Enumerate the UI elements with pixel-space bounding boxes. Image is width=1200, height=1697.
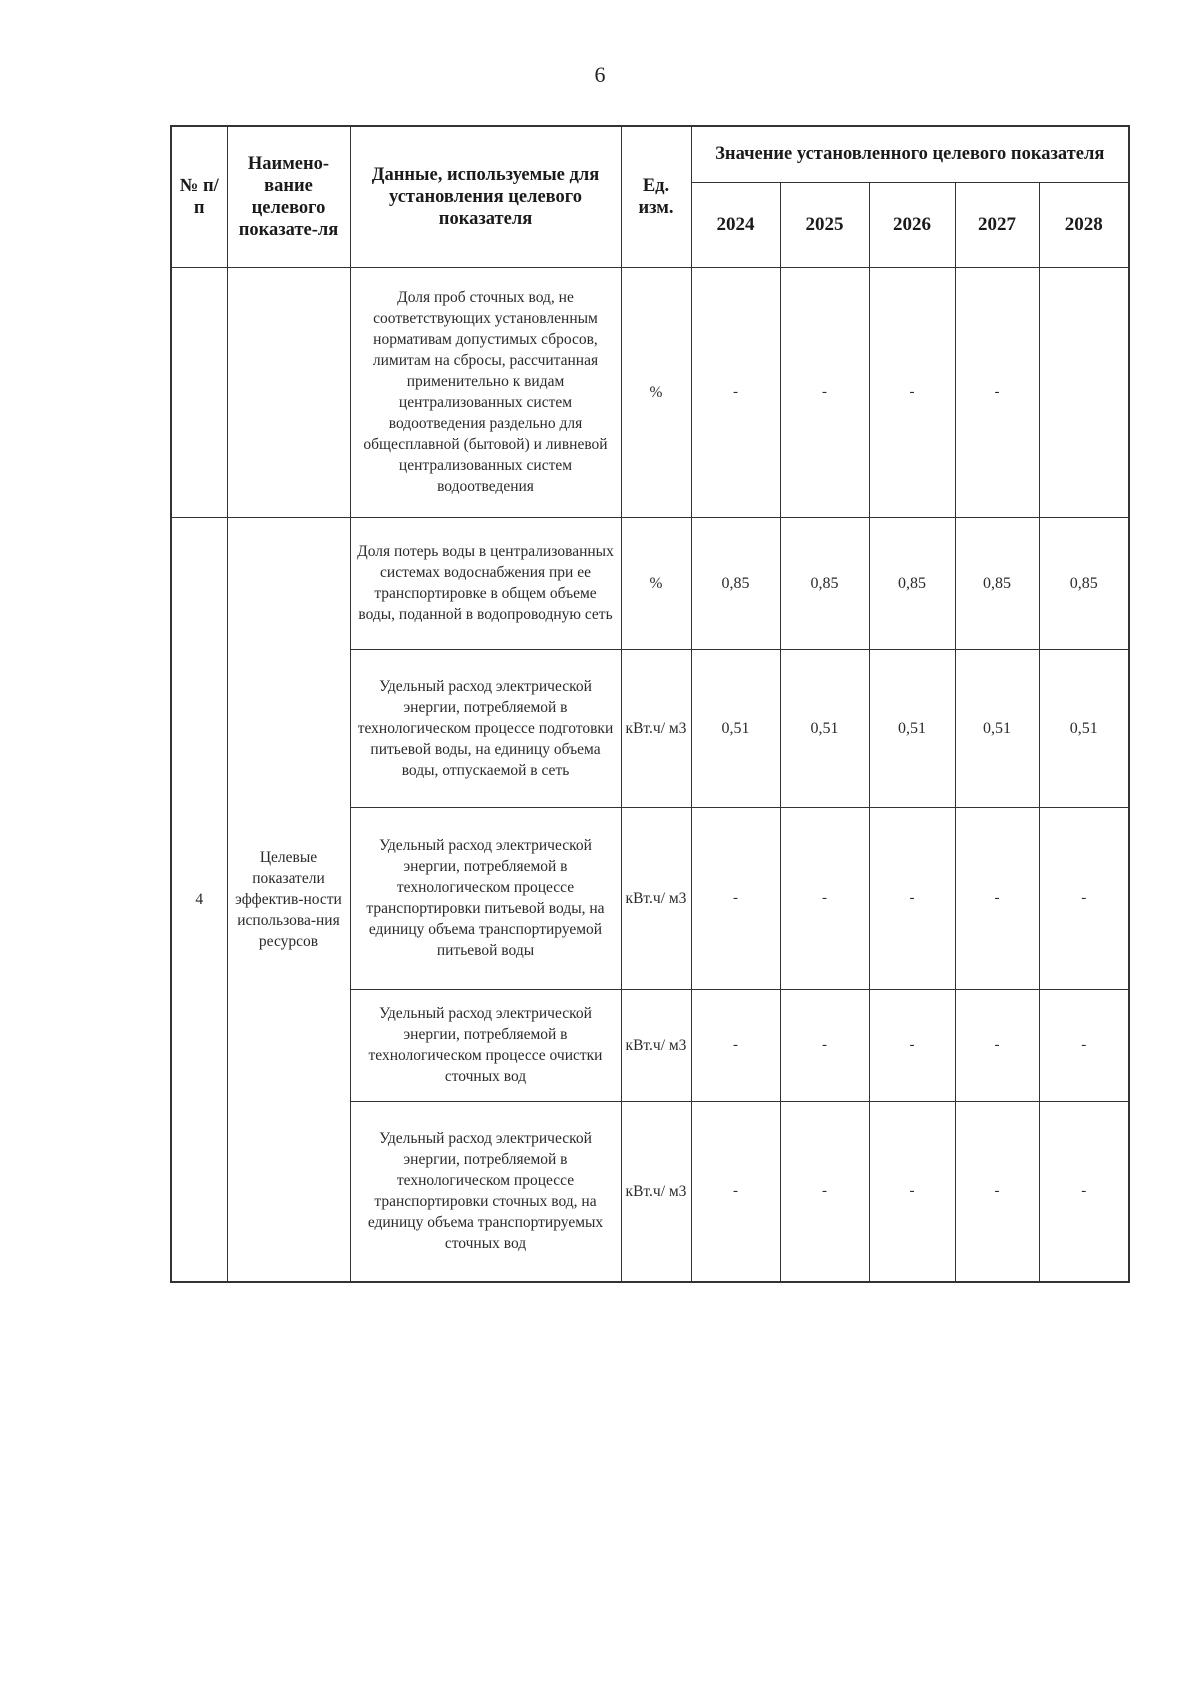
page-number: 6 [594, 62, 606, 87]
header-year-2028: 2028 [1039, 182, 1129, 267]
value-cell: 0,85 [691, 517, 780, 649]
value-cell: 0,85 [1039, 517, 1129, 649]
value-cell: - [869, 989, 955, 1101]
header-year-2027: 2027 [955, 182, 1039, 267]
value-cell: - [691, 989, 780, 1101]
value-cell: - [780, 807, 869, 989]
unit-cell: кВт.ч/ м3 [621, 989, 691, 1101]
header-year-2025: 2025 [780, 182, 869, 267]
unit-cell: кВт.ч/ м3 [621, 1101, 691, 1282]
unit-cell: кВт.ч/ м3 [621, 649, 691, 807]
value-cell: - [780, 267, 869, 517]
value-cell: 0,51 [1039, 649, 1129, 807]
value-cell: - [691, 267, 780, 517]
value-cell: 0,85 [869, 517, 955, 649]
header-target-value: Значение установленного целевого показателя [691, 126, 1129, 182]
value-cell: - [955, 267, 1039, 517]
unit-cell: % [621, 517, 691, 649]
value-cell: - [780, 989, 869, 1101]
target-indicators-table [170, 125, 1130, 1283]
value-cell: 0,51 [869, 649, 955, 807]
group-name-cell: Целевые показатели эффектив-ности использова-ния ресурсов [227, 517, 350, 1282]
data-cell: Удельный расход электрической энергии, потребляемой в технологическом процессе подготовки питьевой воды, на единицу объема воды, отпускаемой в сеть [350, 649, 621, 807]
value-cell: 0,51 [955, 649, 1039, 807]
unit-cell: % [621, 267, 691, 517]
header-indicator-name: Наимено-вание целевого показате-ля [227, 126, 350, 267]
value-cell: - [691, 807, 780, 989]
name-cell-empty [227, 267, 350, 517]
value-cell [1039, 267, 1129, 517]
data-cell: Удельный расход электрической энергии, потребляемой в технологическом процессе транспортировки питьевой воды, на единицу объема транспортируемой питьевой воды [350, 807, 621, 989]
group-num-cell: 4 [171, 517, 227, 1282]
header-num: № п/п [171, 126, 227, 267]
value-cell: - [780, 1101, 869, 1282]
value-cell: - [955, 807, 1039, 989]
value-cell: - [869, 807, 955, 989]
header-year-2024: 2024 [691, 182, 780, 267]
value-cell: 0,85 [780, 517, 869, 649]
num-cell-empty [171, 267, 227, 517]
value-cell: - [955, 1101, 1039, 1282]
value-cell: - [955, 989, 1039, 1101]
unit-cell: кВт.ч/ м3 [621, 807, 691, 989]
header-row [171, 126, 1129, 182]
table-row [171, 517, 1129, 649]
data-cell: Удельный расход электрической энергии, потребляемой в технологическом процессе очистки сточных вод [350, 989, 621, 1101]
value-cell: 0,51 [780, 649, 869, 807]
value-cell: - [691, 1101, 780, 1282]
header-source-data: Данные, используемые для установления целевого показателя [350, 126, 621, 267]
value-cell: - [1039, 1101, 1129, 1282]
header-year-2026: 2026 [869, 182, 955, 267]
data-cell: Доля проб сточных вод, не соответствующих установленным нормативам допустимых сбросов, лимитам на сбросы, рассчитанная применительно к видам централизованных систем водоотведения раздельно для общесплавной (бытовой) и ливневой централизованных систем водоотведения [350, 267, 621, 517]
value-cell: 0,51 [691, 649, 780, 807]
value-cell: 0,85 [955, 517, 1039, 649]
data-cell: Удельный расход электрической энергии, потребляемой в технологическом процессе транспортировки сточных вод, на единицу объема транспортируемых сточных вод [350, 1101, 621, 1282]
data-cell: Доля потерь воды в централизованных системах водоснабжения при ее транспортировке в общем объеме воды, поданной в водопроводную сеть [350, 517, 621, 649]
value-cell: - [1039, 989, 1129, 1101]
value-cell: - [1039, 807, 1129, 989]
value-cell: - [869, 1101, 955, 1282]
value-cell: - [869, 267, 955, 517]
table-row [171, 267, 1129, 517]
header-unit: Ед. изм. [621, 126, 691, 267]
